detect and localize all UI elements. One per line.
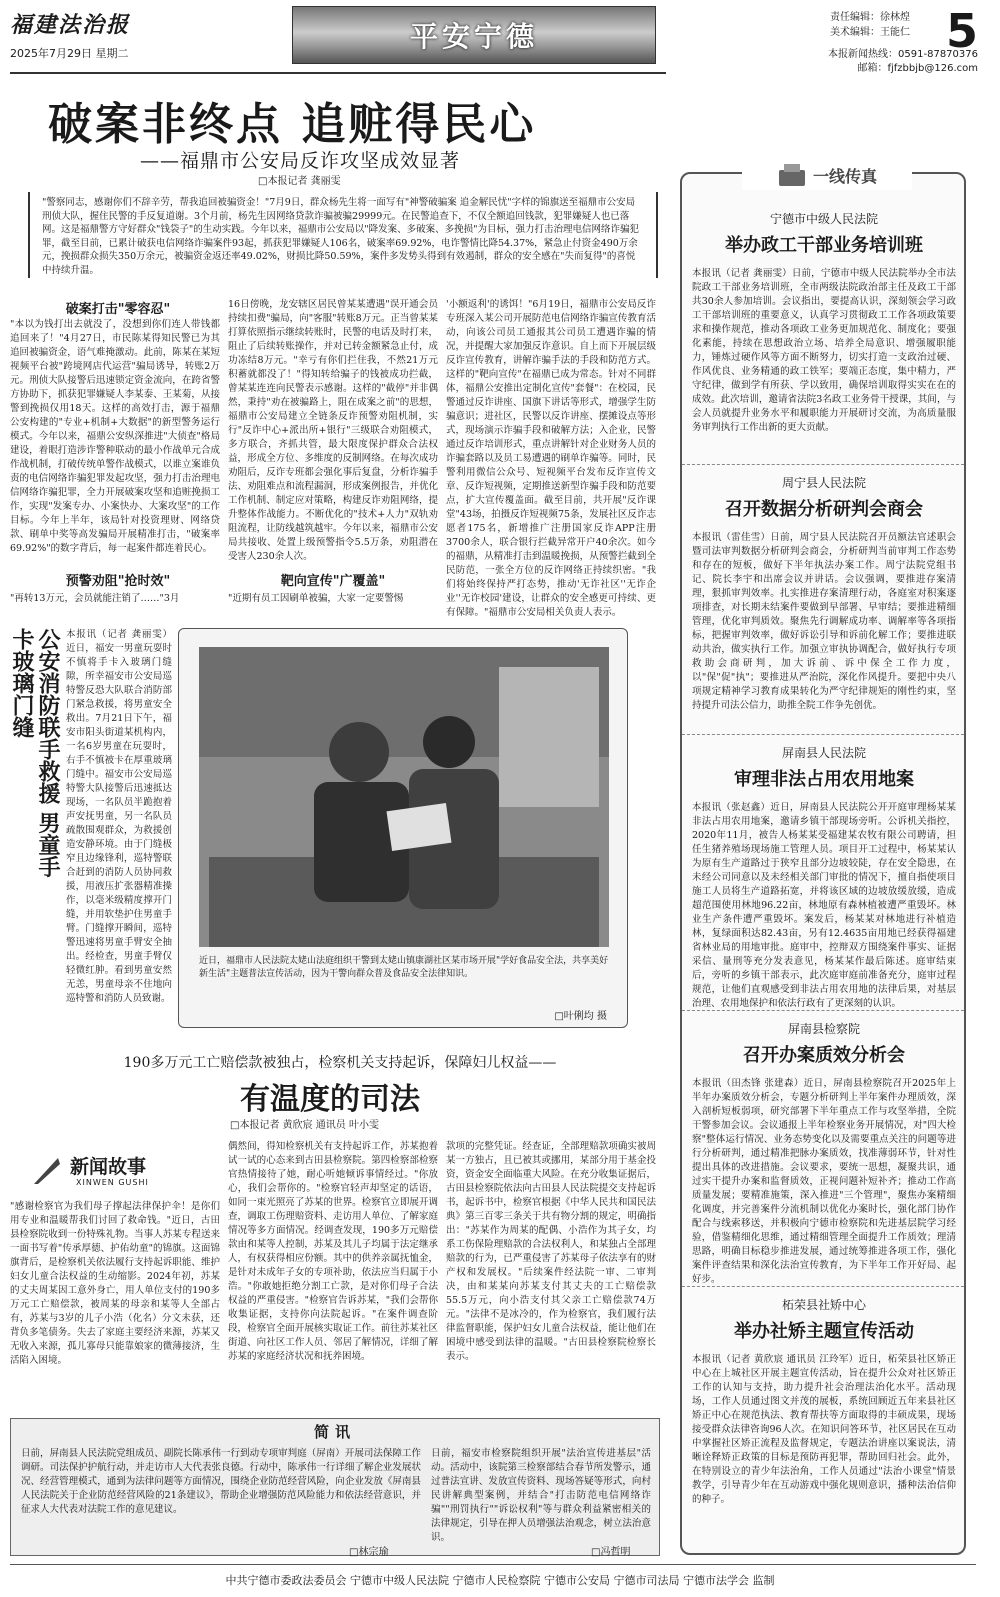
court-story-text-1: "感谢检察官为我们母子撑起法律保护伞！是你们用专业和温暖帮我们讨回了救命钱。"近日，古田县检察院收到一份特殊礼物。当事人苏某专程送来一面书写着"传承厚德、护佑幼童"的锦旗。这面锦旗背后，是检察机关依法履行支持起诉职能、维护妇女儿童合法权益的生动缩影。2024年初，苏某的丈夫周某因工意外身亡，用人单位支付的190多万元工亡赔偿款，被周某的母亲和某等人全部占有，苏某与3岁的儿子小浩（化名）分文未获，还背负多笔债务。失去了家庭主要经济来源，苏某又无收入来源，孤儿寡母只能靠娘家的微薄接济，生活陷入困境。: [10, 1201, 220, 1366]
section-title-crackdown: 破案打击"零容忍": [65, 302, 171, 317]
lead-paragraph: "警察同志，感谢你们不辞辛劳，帮我追回被骗资金！"7月9日，群众杨先生将一面写有"神警破骗案 追金解民忧"字样的锦旗送至福鼎市公安局刑侦大队，握住民警的手反复道谢。3个月前，杨先生因网络贷款诈骗被骗29999元。在民警追查下，不仅全额追回钱款，犯罪嫌疑人也已落网。这是福鼎警方守好群众"钱袋子"的生动实践。今年以来，福鼎市公安局以"降发案、多破案、多挽损"为目标，强力打击治理电信网络诈骗犯罪，截至目前，已累计破获电信网络诈骗案件93起，抓获犯罪嫌疑人106名，破案率69.92%，电诈警情比降54.37%，紧急止付资金490万余元，挽损群众损失350万余元，被骗资金返还率49.02%，财损比降50.59%，案件多发势头得到有效遏制，群众的安全感在"失而复得"的喜悦中持续升温。: [28, 192, 658, 278]
news-story-badge-en: XINWEN GUSHI: [76, 1178, 149, 1187]
editor-duty: 责任编辑：徐林煌: [830, 12, 910, 23]
court-story-byline: □本报记者 黄欣宸 通讯员 叶小雯: [230, 1120, 379, 1131]
article-text-col3: '小额返利'的诱饵！"6月19日，福鼎市公安局反诈专班深入某公司开展防范电信网络诈骗宣传教育活动，向该公司员工通报其公司员工遭遇诈骗的情况，并提醒大家加强反诈意识。自上而下开展层级反诈宣传教育，讲解诈骗手法的手段和防范方式。这样的"靶向宣传"在福鼎已成为常态。针对不同群体，福鼎公安推出定制化宣传"套餐"：在校园，民警通过反诈讲座、国旗下讲话等形式，增强学生防骗意识；进社区，民警以反诈讲座、摆摊设点等形式，现场演示诈骗手段和破解方法；入企业，民警通过反诈培训形式，重点讲解针对企业财务人员的诈骗套路以及员工易遭遇的刷单诈骗等。同时，民警利用微信公众号、短视频平台发布反诈宣传文章、反诈短视频，定期推送新型诈骗手段和防范要点，扩大宣传覆盖面。截至目前，共开展"反诈课堂"43场，拍摄反诈短视频75条，发展社区反诈志愿者175名，新增推广注册国家反诈APP注册3700余人，联合银行拦截异常开户40余次。如今的福鼎，从精准打击到温暖挽损，从预警拦截到全民防范，一张全方位的反诈网络正持续织密。"我们将始终保持严打态势，推动'无诈社区''无诈企业''无诈校园'建设，让群众的安全感更可持续、更有保障。"福鼎市公安局相关负责人表示。: [446, 299, 656, 618]
brief-news-item-1: 日前，屏南县人民法院党组成员、副院长陈承伟一行到动专项审判庭（屏南）开展司法保障工作调研。司法保护护航行动，并走访市人大代表张良德。行动中，陈承伟一行详细了解企业发展状况、经营管理模式，通到为法律问题等方面情况，围绕企业防范经营风险，向企业发放《屏南县人民法院关于企业防范经营风险的21条建议》，帮助企业增强防范风险能力和依法经营意识，并征求人大代表对法院工作的意见建议。: [21, 1448, 421, 1515]
rp-story-4: [692, 1020, 956, 1301]
rp-story-1-text: 本报讯（记者 龚丽雯）日前，宁德市中级人民法院举办全市法院政工干部业务培训班，全市两级法院政治部主任及政工干部共30余人参加培训。会议指出，要提高认识，深刻领会学习政工干部培训班的重要意义，认真学习贯彻政工工作各项政策要求和操作规范，推动各项政工业务更加规范化、制度化；要强化素能，持续在思想政治立场、培养全局意识、增强履职能力，锤炼过硬作风等方面不断努力，切实打造一支政治过硬、作风优良、业务精通的政工铁军；要端正态度，集中精力，严守纪律，做到学有所获、学以致用，确保培训取得实实在在的成效。此次培训，邀请省法院3名政工业务骨干授课，其间，与会人员就提升业务水平和履职能力开展研讨交流，为高质量服务审判执行工作出新的更大贡献。: [692, 268, 956, 433]
brief-news-credit-1: □林宗瑜: [349, 1547, 389, 1558]
article-text-publicity: "近期有员工因刷单被骗，大家一定要警惕: [228, 593, 404, 604]
contact-info: [828, 48, 978, 76]
rp-story-3-title: 审理非法占用农用地案: [734, 769, 914, 790]
side-story-text: 本报讯（记者 龚丽雯）近日，福安一男童玩耍时不慎将手卡入玻璃门缝隙，所幸福安市公安局巡特警反恐大队联合消防部门紧急救援，将男童安全救出。7月21日下午，福安市阳头街道某机构内，一名6岁男童在玩耍时，右手不慎被卡在厚重玻璃门缝中。福安市公安局巡特警大队接警后迅速抵达现场，一名队员半跪抱着声安抚男童，另一名队员疏散围观群众，为救援创造安静环境。由于门缝极窄且边缘锋利，巡特警联合赶到的消防人员协同救援，用液压扩张器精准操作，以毫米级精度撑开门缝，并用软垫护住男童手臂。门缝撑开瞬间，巡特警迅速将男童手臂安全抽出。经检查，男童手臂仅轻微红肿。看到男童安然无恙，男童母亲不住地向巡特警和消防人员致谢。: [66, 629, 172, 1004]
side-story-title: 公安消防联手救援 男童手卡玻璃门缝: [9, 628, 60, 878]
rp-story-5: [692, 1296, 956, 1549]
photo-illustration: [199, 647, 609, 947]
court-story-kicker: 190多万元工亡赔偿款被独占，检察机关支持起诉，保障妇儿权益——: [123, 1055, 557, 1071]
rp-story-4-title: 召开办案质效分析会: [743, 1045, 905, 1066]
rp-story-4-org: 屏南县检察院: [787, 1022, 860, 1036]
article-text-col2: 16日傍晚，龙安辖区居民曾某某遭遇"误开通会员持续扣费"骗局，向"客服"转账8万元。正当曾某某打算依照指示继续转账时，民警的电话及时打来，阻止了后续转账操作，并对已转金额紧急止付，成功冻结8万元。"幸亏有你们拦住我，不然21万元积蓄就都没了！"得知转给骗子的钱被成功拦截，曾某某连连向民警表示感谢。这样的"截停"并非偶然，秉持"劝在被骗路上，阻在成案之前"的思想，福鼎市公安局建立全链条反诈预警劝阻机制，实行"反诈中心+派出所+银行"三级联合劝阻模式，多方联合，齐抓共管，最大限度保护群众合法权益，形成全方位、多维度的反制网络。在每次成功劝阻后，反诈专班都会强化事后复盘，分析诈骗手法、劝阻难点和流程漏洞，形成案例报告，并优化工作机制、制定应对策略，构建反诈劝阻网络，提升整体作战能力。不断优化的"技术+人力"双轨劝阻流程，让防线越筑越牢。今年以来，福鼎市公安局共接收、处置上级预警指令5.5万条，劝阻潜在受害人230余人次。: [228, 299, 438, 562]
rp-story-2-org: 周宁县人民法院: [781, 476, 866, 490]
rp-story-2-text: 本报讯（雷佳雪）日前，周宁县人民法院召开员额法官述职会暨司法审判数据分析研判会商会，分析研判当前审判工作态势和存在的短板，做好下半年执法办案工作。周宁法院党组书记、院长李宇和出席会议并讲话。会议强调，要推进存案清理，狠抓审判效率。扎实推进存案清理行动，各庭室对积案逐项排查，对长期未结案件要做到早部署、早审结；要推进精细管理，优化审判质效。聚焦先行调解成功率、调解率等各项指标，把握审判效率，做好诉讼引导和诉前化解工作；要推进联动共治，做实执行工作。加强立审执协调配合，做好执行专项救助会商研判，加大诉前、诉中保全工作力度，以"保"促"执"；要推进从严治院，深化作风提升。要把中央八项规定精神学习教育成果转化为严守纪律规矩的刚性约束，坚持提升司法公信力，助推全院工作争先创优。: [692, 532, 956, 711]
photo-caption: 近日，福鼎市人民法院太姥山法庭组织干警到太姥山镇康湖社区某市场开展"学好食品安全法，共享美好新生活"主题普法宣传活动，因为干警向群众普及食品安全法律知识。: [199, 956, 609, 979]
rp-story-4-text: 本报讯（田杰锋 张建森）近日，屏南县检察院召开2025年上半年办案质效分析会，专题分析研判上半年案件办理质效，深入剖析短板弱项，研究部署下半年重点工作与攻坚举措，全院干警参加会议。会议通报上半年检察业务开展情况，对"四大检察"整体运行情况、业务态势变化以及需要重点关注的问题等进行分析研判，通过精准把脉办案质效，找准薄弱环节，针对性提出具体的改进措施。会议要求，要统一思想，凝聚共识，通过实干提升办案和监督质效，正视问题补短补齐；推动工作高质量发展；要精准施策，深入推进"三个管理"，聚焦办案精细化调度，并完善案件分流机制以优化办案时长，强化部门协作配合与线索移送，并积极向宁德市检察院和先进基层院学习经验，借鉴精细化思维，通过精细管理全面提升工作质效；理清思路，明确目标稳步推进发展，通过统筹推进各项工作，强化案件评查结果和深化法治宣传教育，为下半年工作开好局、起好步。: [692, 1078, 956, 1285]
article-text-warning: "再转13万元，会员就能注销了……"3月: [10, 593, 180, 604]
section-banner-title: 平安宁德: [409, 20, 538, 53]
court-story-title: 有温度的司法: [240, 1082, 420, 1117]
section-title-publicity: 靶向宣传"广覆盖": [280, 574, 386, 589]
main-headline: 破案非终点 追赃得民心: [48, 99, 537, 150]
court-story-text-2: 偶然间，得知检察机关有支持起诉工作，苏某抱着试一试的心态来到古田县检察院。第四检察部检察官热情接待了她，耐心听她倾诉事情经过。"你放心，我们会帮你的。"检察官轻声却坚定的话语，如同一束光照亮了苏某的世界。检察官立即展开调查，调取工伤理赔资料、走访用人单位、了解家庭情况等多方面情况。经调查发现，190多万元赔偿款由和某等人控制，苏某及其儿子均属于法定继承人，有权获得相应份额。其中的供养亲属抚恤金，是针对未成年子女的专项补助，依法应当归属于小浩。"你敢她拒绝分割工亡款，是对你们母子合法权益的严重侵害。"检察官告诉苏某，"我们会帮你收集证据，支持你向法院起诉。"在案件调查阶段，检察官全面开展核实取证工作。前往苏某社区街道、向社区工作人员、邻居了解情况，详细了解苏某的家庭经济状况和抚养困境。: [228, 1141, 438, 1362]
main-byline: □本报记者 龚丽雯: [258, 176, 341, 187]
rp-story-1: [692, 210, 956, 477]
rp-story-2-title: 召开数据分析研判会商会: [725, 499, 923, 520]
news-photo: [199, 647, 609, 947]
brief-news-item-2: 日前，福安市检察院组织开展"法治宣传进基层"活动。活动中，该院第三检察部结合春节所发警示，通过普法宣讲、发放宣传资料、现场答疑等形式，向村民讲解典型案例，并结合"打击防范电信网络诈骗""刑罚执行""诉讼权利"等与群众利益紧密相关的法律规定，引导在押人员增强法治观念，树立法治意识。: [431, 1448, 651, 1543]
issue-date: 2025年7月29日 星期二: [10, 47, 129, 60]
page-number: 5: [945, 4, 978, 58]
rp-story-5-title: 举办社矫主题宣传活动: [734, 1321, 914, 1342]
rp-story-2: [692, 474, 956, 747]
frontline-fax-header: [742, 160, 912, 190]
rp-story-3: [692, 744, 956, 1025]
court-story-text-3: 款项的完整凭证。经查证，全部理赔款项确实被周某一方独占，且已被其或挪用，某部分用于基金投资，资金安全面临重大风险。在充分收集证据后，古田县检察院依法向古田县人民法院提交支持起诉书，起诉书中，检察官根据《中华人民共和国民法典》第三百零三条关于共有物分割的规定，明确指出："苏某作为周某的配偶、小浩作为其子女，均系工伤保险理赔款的合法权利人，和某独占全部理赔款的行为，已严重侵害了苏某母子依法享有的财产权和发展权。"后续案件经法院一审、二审判决，由和某某向苏某支付其丈夫的工亡赔偿款55.5万元，向小浩支付其父亲工亡赔偿款74万元。"法律不是冰冷的，作为检察官，我们履行法律监督职能，保护妇女儿童合法权益，能让他们在困境中感受到法律的温暖。"古田县检察院检察长表示。: [446, 1141, 656, 1362]
rp-story-3-org: 屏南县人民法院: [781, 746, 866, 760]
photo-box: [178, 628, 628, 1028]
news-story-badge: [30, 1150, 190, 1194]
rp-story-1-title: 举办政工干部业务培训班: [725, 235, 923, 256]
masthead-block: [10, 8, 260, 61]
brief-news-credit-2: □冯哲明: [591, 1547, 631, 1558]
rp-story-1-org: 宁德市中级人民法院: [769, 212, 878, 226]
rp-story-5-org: 柘荣县社矫中心: [781, 1298, 866, 1312]
main-subhead: ——福鼎市公安局反诈攻坚成效显著: [140, 150, 461, 172]
editor-credits: [830, 10, 910, 40]
news-story-badge-label: 新闻故事: [70, 1156, 147, 1178]
fax-machine-icon: [777, 162, 807, 188]
photo-credit: □叶俐均 摄: [554, 1011, 607, 1022]
section-title-warning: 预警劝阻"抢时效": [65, 574, 171, 589]
masthead-logo: 福建法治报: [10, 12, 131, 38]
section-banner: [292, 6, 656, 64]
quill-icon: [30, 1154, 64, 1188]
frontline-fax-panel: [680, 166, 966, 1555]
frontline-fax-title: 一线传真: [812, 166, 877, 186]
hotline: 本报新闻热线：0591-87870376: [828, 49, 978, 60]
article-text-crackdown: "本以为钱打出去就没了，没想到你们连人带钱都追回来了！"4月27日，市民陈某得知民警已为其追回被骗资金，语气难掩激动。此前，陈某在某短视频平台被"跨境网店代运营"骗局诱导，转账2万元。刑侦大队接警后迅速锁定资金流向，在跨省警方协助下，抓获犯罪嫌疑人李某泰、王某菊，从接警到挽损仅用18天。这样的高效打击，源于福鼎公安构建的"专业+机制+大数据"的新型警务运行模式。今年以来，福鼎公安纵深推进"大侦查"格局建设，着眼打造涉诈警种联动的最小作战单元合成作战机制，打破传统单警作战模式，以谁立案谁负责的电信网络诈骗犯罪发起攻坚，强力打击治理电信网络诈骗犯罪，全力开展破案攻坚和追赃挽损工作，实现"发案专办、小案快办、大案攻坚"的工作目标。今年上半年，该局针对投资理财、网络贷款、刷单中奖等高发骗局开展精准打击，"破案率69.92%"的数字背后，每一起案件都连着民心。: [10, 319, 220, 554]
rp-story-3-text: 本报讯（张赵鑫）近日，屏南县人民法院公开开庭审理杨某某非法占用农用地案，邀请乡镇干部现场旁听。公诉机关指控，2020年11月，被告人杨某某受福建某农牧有限公司聘请，担任生猪养殖场现场施工管理人员。项目开工过程中，杨某某认为原有生产道路过于狭窄且部分边坡较陡，存在安全隐患，在未经公司同意以及未经相关部门审批的情况下，擅自指使项目施工人员将生产道路拓宽，并将该区域的边坡放缓放缓，造成超范围使用林地96.22亩，林地原有森林植被遭严重毁坏。林业生产条件遭严重毁坏。案发后，杨某某对林地进行补植造林，复绿面积达82.43亩，另有12.4635亩用地已经获得福建省林业局的用地审批。庭审中，控辩双方围绕案件事实、证据采信、量刑等充分发表意见，杨某某作最后陈述。庭审结束后，旁听的乡镇干部表示，此次庭审庭前准备充分，庭审过程规范，让他们直观感受到非法占用农用地的法律后果，对基层治理、农用地保护和依法行政有了更深刻的认识。: [692, 802, 956, 1009]
email: 邮箱：fjfzbbjb@126.com: [857, 63, 978, 74]
rp-story-5-text: 本报讯（记者 黄欣宸 通讯员 江玲军）近日，柘荣县社区矫正中心在上城社区开展主题宣传活动，旨在提升公众对社区矫正工作的认知与支持，助力提升社会治理法治化水平。活动现场，工作人员通过图文并茂的展板，系统回顾近五年来县社区矫正中心在规范执法、教育帮扶等方面取得的丰硕成果，现场接受群众法律咨询96人次。在知识问答环节，社区居民在互动中掌握社区矫正流程及监督规定，专题法治讲座以案说法，清晰诠释矫正政策的目标是预防再犯罪，帮助回归社会。此外，在特别设立的青少年法治角，工作人员通过"法治小课堂"情景教学，引导青少年在互动游戏中强化规则意识，播种法治信仰的种子。: [692, 1354, 956, 1505]
brief-news-box: [10, 1418, 660, 1556]
page-footer: 中共宁德市委政法委员会 宁德市中级人民法院 宁德市人民检察院 宁德市公安局 宁德市司法局 宁德市法学会 监制: [225, 1574, 775, 1587]
editor-art: 美术编辑：王能仁: [830, 27, 910, 38]
brief-news-title: 简讯: [313, 1423, 356, 1441]
